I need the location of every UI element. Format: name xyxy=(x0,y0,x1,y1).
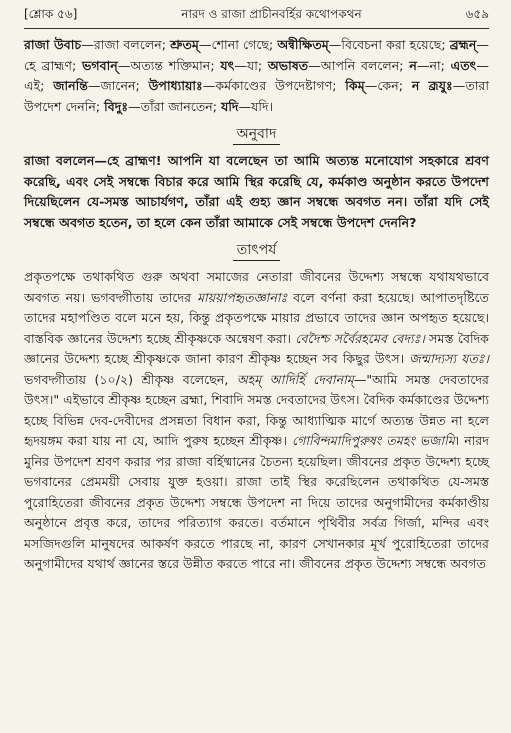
quoted-verse: বেদৈশ্চ সর্বৈরহমেব বেদ্যঃ। xyxy=(295,330,425,346)
page-number: ৬৫৯ xyxy=(465,7,489,21)
synonym-meaning: —যা; xyxy=(234,57,268,73)
purport-text: —"আমি সমস্ত দেবতাদের উৎস।" এইভাবে শ্রীকৃষ্ণ হচ্ছেন ব্রহ্মা, শিবাদি সমস্ত দেবতাদের উৎস। বৈদিক কর্মকাণ্ডের উদ্দেশ্য হচ্ছে বিভিন্ন দেব-দেবীদের প্রসন্নতা বিধান করা, কিন্তু আধ্যাত্মিক মার্গে অত্যন্ত উন্নত না হলে হৃদয়ঙ্গম করা যায় না যে, আদি পুরুষ হচ্ছেন শ্রীকৃষ্ণ। xyxy=(24,371,489,448)
synonym-meaning: —শোনা গেছে; xyxy=(198,37,278,52)
synonyms-paragraph xyxy=(24,35,489,117)
synonym-term: শ্রুতম্ xyxy=(170,37,199,52)
purport-heading: তাৎপর্য xyxy=(24,241,489,263)
translation-paragraph: রাজা বললেন—হে ব্রাহ্মণ! আপনি যা বলেছেন তা আমি অত্যন্ত মনোযোগ সহকারে শ্রবণ করেছি, এবং সেই সম্বন্ধে বিচার করে আমি স্থির করেছি যে, কর্মকাণ্ড অনুষ্ঠান করতে উপদেশ দিয়েছিলেন যে-সমস্ত আচার্যগণ, তাঁরা এই গুহ্য জ্ঞান সম্বন্ধে অবগত নন। তাঁরা যদি সেই সম্বন্ধে অবগত হতেন, তা হলে কেন তাঁরা আমাকে সেই সম্বন্ধে উপদেশ দেননি? xyxy=(24,153,489,230)
synonym-term: অভাষত xyxy=(267,57,309,73)
synonym-term: ভগবান্ xyxy=(81,57,118,73)
synonym-meaning: —যদি। xyxy=(238,98,274,114)
quoted-verse: অহম্ আদির্হি দেবানাম্ xyxy=(236,371,354,387)
synonym-term: যদি xyxy=(221,98,239,114)
running-header xyxy=(24,6,489,29)
synonym-term: উপাধ্যায়াঃ xyxy=(148,78,203,93)
synonym-term: রাজা উবাচ xyxy=(24,37,82,52)
synonym-meaning: —অত্যন্ত শক্তিমান; xyxy=(117,57,221,73)
synonym-meaning: —হে ব্রাহ্মণ; xyxy=(24,37,490,73)
synonym-term: ন xyxy=(409,57,417,73)
chapter-title: নারদ ও রাজা প্রাচীনবর্হির কথোপকথন xyxy=(181,7,362,21)
synonym-term: ব্রহ্মন্ xyxy=(449,37,477,52)
synonym-term: জানন্তি xyxy=(53,78,88,93)
synonym-meaning: —জানেন; xyxy=(87,78,149,93)
purport-text: । নারদ মুনির উপদেশ শ্রবণ করার পর রাজা বর্হিষ্মানের চৈতন্য হয়েছিল। জীবনের প্রকৃত উদ্দেশ্য হচ্ছে ভগবানের প্রেমময়ী সেবায় যুক্ত হওয়া। রাজা তাই স্থির করেছিলেন তথাকথিত যে-সমস্ত পুরোহিতেরা জীবনের প্রকৃত উদ্দেশ্য সম্বন্ধে উপদেশ না দিয়ে তাদের অনুগামীদের কর্মকাণ্ডীয় অনুষ্ঠানে প্রবৃত্ত করে, তাদের পরিত্যাগ করতে। বর্তমানে পৃথিবীর সর্বত্র গির্জা, মন্দির এবং মসজিদগুলি মানুষদের আকর্ষণ করতে পারছে না, কারণ সেখানকার মূর্খ পুরোহিতেরা তাদের অনুগামীদের যথার্থ জ্ঞানের স্তরে উন্নীত করতে পারে না। জীবনের প্রকৃত উদ্দেশ্য সম্বন্ধে অবগত xyxy=(24,433,489,571)
quoted-verse: মায়য়াপহৃতজ্ঞানাঃ xyxy=(197,289,288,305)
synonym-meaning: —কেন; xyxy=(364,78,412,93)
synonym-term: যৎ xyxy=(220,57,235,73)
purport-text: প্রকৃতপক্ষে তথাকথিত গুরু অথবা সমাজের নেতারা জীবনের উদ্দেশ্য সম্বন্ধে যথাযথভাবে অবগত নয়। ভগবদ্গীতায় তাদের xyxy=(24,269,489,305)
quoted-verse: জন্মাদ্যস্য যতঃ। xyxy=(409,351,489,366)
synonym-meaning: —বিবেচনা করা হয়েছে; xyxy=(328,37,450,52)
synonym-meaning: —কর্মকাণ্ডের উপদেষ্টাগণ; xyxy=(202,78,346,93)
purport-text: ভগবদ্গীতায় (১০/২) শ্রীকৃষ্ণ বলেছেন, xyxy=(24,371,237,387)
synonym-meaning: —তাঁরা জানতেন; xyxy=(128,98,222,114)
synonym-meaning: —আপনি বললেন; xyxy=(308,57,410,73)
synonym-term: এতৎ xyxy=(450,57,477,73)
synonym-term: অন্বীক্ষিতম্ xyxy=(277,37,329,52)
translation-heading: অনুবাদ xyxy=(24,125,489,147)
synonym-term: কিম্ xyxy=(345,78,365,93)
quoted-verse: গোবিন্দমাদিপুরুষং তমহং ভজামি xyxy=(292,433,455,448)
purport-text: বলে বর্ণনা করা হয়েছে। আপাতদৃষ্টিতে তাদের মহাপণ্ডিত বলে মনে হয়, কিন্তু প্রকৃতপক্ষে মায়ার প্রভাবে তাদের জ্ঞান অপহৃত হয়েছে। বাস্তবিক জ্ঞানের উদ্দেশ্য হচ্ছে শ্রীকৃষ্ণকে অন্বেষণ করা। xyxy=(24,289,489,346)
synonym-meaning: —এই; xyxy=(24,57,490,93)
synonym-meaning: —রাজা বললেন; xyxy=(81,37,171,52)
synonym-meaning: —না; xyxy=(416,57,451,73)
synonym-meaning: —তারা উপদেশ দেননি; xyxy=(24,78,490,114)
purport-text: সমস্ত বৈদিক জ্ঞানের উদ্দেশ্য হচ্ছে শ্রীকৃষ্ণকে জানা কারণ শ্রীকৃষ্ণ হচ্ছেন সব কিছুর উৎস। xyxy=(24,330,489,366)
synonym-term: ন ব্রূযুঃ xyxy=(411,78,453,93)
verse-number: [শ্লোক ৫৬] xyxy=(24,7,78,21)
purport-paragraph xyxy=(24,267,489,575)
synonym-term: বিদুঃ xyxy=(104,98,129,114)
